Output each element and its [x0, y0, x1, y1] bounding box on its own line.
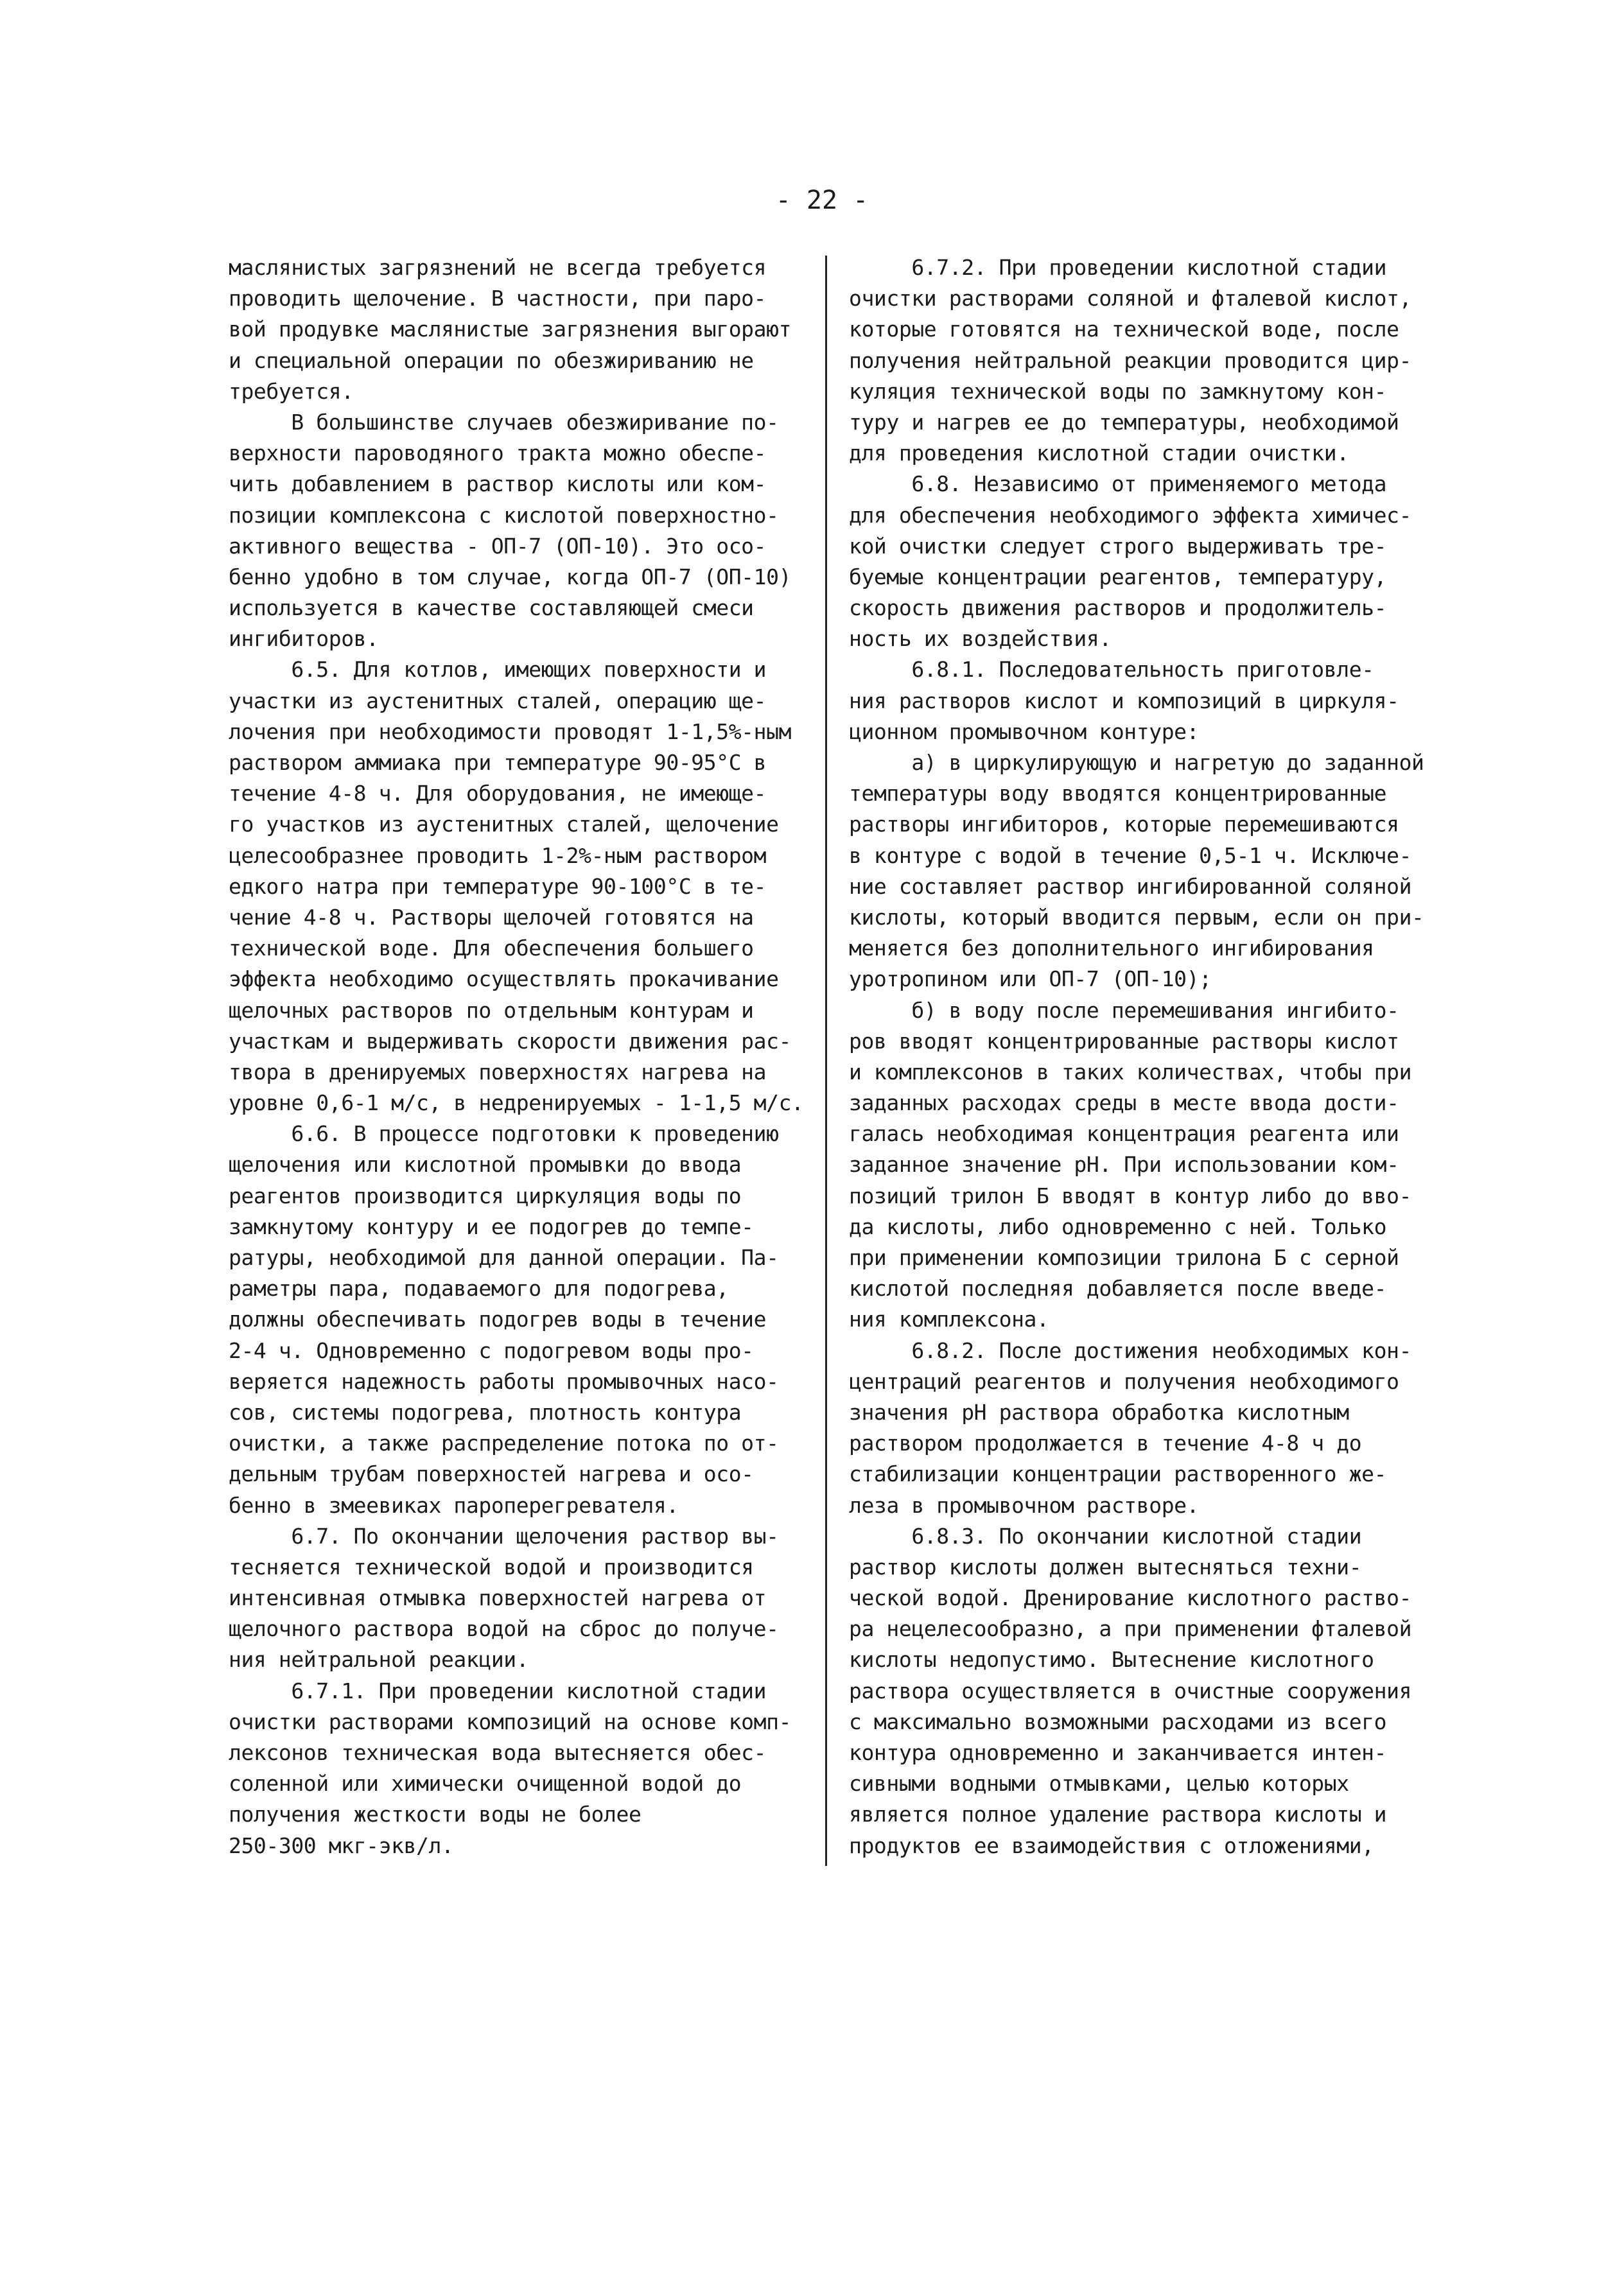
text-line: 6.8. Независимо от применяемого метода — [849, 471, 1387, 497]
text-line: замкнутому контуру и ее подогрев до темпе- — [229, 1214, 754, 1239]
text-line: да кислоты, либо одновременно с ней. Только — [849, 1214, 1387, 1239]
text-line: ческой водой. Дренирование кислотного раство- — [849, 1585, 1412, 1611]
text-line: центраций реагентов и получения необходимого — [849, 1368, 1399, 1394]
text-line: ния растворов кислот и композиций в циркуля- — [849, 688, 1399, 713]
text-line: уровне 0,6-1 м/с, в недренируемых - 1-1,5 м/с. — [229, 1090, 804, 1116]
text-line: щелочных растворов по отдельным контурам и — [229, 997, 754, 1023]
text-line: маслянистых загрязнений не всегда требуется — [229, 255, 767, 280]
text-line: для проведения кислотной стадии очистки. — [849, 440, 1349, 466]
text-line: технической воде. Для обеспечения большего — [229, 936, 754, 961]
text-line: заданное значение рН. При использовании ком- — [849, 1152, 1399, 1178]
text-line: участки из аустенитных сталей, операцию ще- — [229, 688, 767, 713]
text-line: б) в воду после перемешивания ингибито- — [849, 997, 1399, 1023]
text-line: раствором продолжается в течение 4-8 ч до — [849, 1431, 1362, 1456]
text-line: 6.7. По окончании щелочения раствор вы- — [229, 1523, 779, 1549]
text-line: щелочения или кислотной промывки до ввода — [229, 1152, 742, 1178]
column-divider — [825, 256, 827, 1866]
text-line: эффекта необходимо осуществлять прокачивание — [229, 966, 779, 992]
text-line: кислотой последняя добавляется после введе- — [849, 1276, 1387, 1302]
text-line: ния нейтральной реакции. — [229, 1647, 529, 1673]
text-line: бенно в змеевиках пароперегревателя. — [229, 1492, 679, 1518]
text-line: и комплексонов в таких количествах, чтобы при — [849, 1059, 1412, 1084]
text-line: и специальной операции по обезжириванию не — [229, 347, 754, 373]
page-number: - 22 - — [775, 186, 869, 215]
text-line: сивными водными отмывками, целью которых — [849, 1771, 1349, 1797]
text-line: получения нейтральной реакции проводится цир- — [849, 347, 1412, 373]
text-line: реагентов производится циркуляция воды по — [229, 1183, 742, 1208]
text-line: активного вещества - ОП-7 (ОП-10). Это осо- — [229, 533, 767, 559]
text-line: дельным трубам поверхностей нагрева и осо- — [229, 1461, 754, 1487]
text-line: которые готовятся на технической воде, после — [849, 317, 1399, 342]
text-line: ра нецелесообразно, а при применении фталевой — [849, 1616, 1412, 1642]
text-line: должны обеспечивать подогрев воды в течение — [229, 1307, 767, 1332]
text-line: вой продувке маслянистые загрязнения выгорают — [229, 317, 792, 342]
text-line: ингибиторов. — [229, 626, 379, 652]
text-line: В большинстве случаев обезжиривание по- — [229, 409, 779, 435]
text-line: при применении композиции трилона Б с серной — [849, 1245, 1399, 1270]
text-line: используется в качестве составляющей смеси — [229, 595, 754, 621]
text-line: течение 4-8 ч. Для оборудования, не имеюще- — [229, 781, 767, 806]
text-line: лочения при необходимости проводят 1-1,5%-ным — [229, 718, 792, 744]
text-line: 250-300 мкг-экв/л. — [229, 1833, 454, 1858]
text-line: продуктов ее взаимодействия с отложениями, — [849, 1833, 1374, 1858]
text-line: раствором аммиака при температуре 90-95°С в — [229, 750, 767, 775]
text-line: 2-4 ч. Одновременно с подогревом воды про- — [229, 1337, 754, 1363]
text-line: позиций трилон Б вводят в контур либо до вво- — [849, 1183, 1412, 1208]
text-line: буемые концентрации реагентов, температуру, — [849, 564, 1387, 589]
text-line: 6.6. В процессе подготовки к проведению — [229, 1121, 779, 1147]
text-line: кой очистки следует строго выдерживать тре- — [849, 533, 1387, 559]
text-line: раствора осуществляется в очистные сооружения — [849, 1678, 1412, 1703]
text-line: контура одновременно и заканчивается интен- — [849, 1740, 1387, 1765]
text-line: 6.8.2. После достижения необходимых кон- — [849, 1337, 1412, 1363]
text-line: с максимально возможными расходами из всего — [849, 1709, 1387, 1734]
text-line: значения рН раствора обработка кислотным — [849, 1399, 1349, 1425]
text-line: тесняется технической водой и производится — [229, 1554, 754, 1580]
text-line: туру и нагрев ее до температуры, необходимой — [849, 409, 1399, 435]
text-line: соленной или химически очищенной водой до — [229, 1771, 742, 1797]
text-line: интенсивная отмывка поверхностей нагрева от — [229, 1585, 767, 1611]
text-line: является полное удаление раствора кислоты и — [849, 1802, 1387, 1827]
text-line: твора в дренируемых поверхностях нагрева на — [229, 1059, 767, 1084]
text-line: проводить щелочение. В частности, при паро- — [229, 286, 767, 311]
text-line: ционном промывочном контуре: — [849, 718, 1200, 744]
text-line: для обеспечения необходимого эффекта химичес- — [849, 502, 1412, 528]
text-line: леза в промывочном растворе. — [849, 1492, 1200, 1518]
text-line: скорость движения растворов и продолжитель- — [849, 595, 1387, 621]
text-line: участкам и выдерживать скорости движения рас- — [229, 1028, 792, 1054]
text-line: бенно удобно в том случае, когда ОП-7 (ОП-10) — [229, 564, 792, 589]
text-line: меняется без дополнительного ингибирования — [849, 936, 1374, 961]
text-line: а) в циркулирующую и нагретую до заданной — [849, 750, 1424, 775]
text-line: температуры воду вводятся концентрированные — [849, 781, 1387, 806]
text-line: чение 4-8 ч. Растворы щелочей готовятся на — [229, 904, 754, 930]
text-line: ров вводят концентрированные растворы кислот — [849, 1028, 1399, 1054]
text-line: ность их воздействия. — [849, 626, 1112, 652]
text-line: 6.5. Для котлов, имеющих поверхности и — [229, 657, 767, 683]
text-line: 6.8.1. Последовательность приготовле- — [849, 657, 1374, 683]
text-line: очистки, а также распределение потока по от- — [229, 1431, 779, 1456]
text-line: уротропином или ОП-7 (ОП-10); — [849, 966, 1212, 992]
text-line: позиции комплексона с кислотой поверхностно- — [229, 502, 779, 528]
text-line: го участков из аустенитных сталей, щелочение — [229, 812, 779, 837]
left-text-column — [229, 252, 815, 1861]
text-line: 6.7.1. При проведении кислотной стадии — [229, 1678, 767, 1703]
text-line: раствор кислоты должен вытесняться техни- — [849, 1554, 1362, 1580]
text-line: ние составляет раствор ингибированной соляной — [849, 873, 1412, 899]
text-line: ния комплексона. — [849, 1307, 1049, 1332]
text-line: в контуре с водой в течение 0,5-1 ч. Исключе- — [849, 842, 1412, 868]
text-line: кислоты, который вводится первым, если он при- — [849, 904, 1424, 930]
text-line: верхности пароводяного тракта можно обеспе- — [229, 440, 767, 466]
text-line: раметры пара, подаваемого для подогрева, — [229, 1276, 729, 1302]
right-text-column — [849, 252, 1436, 1861]
text-line: ратуры, необходимой для данной операции. Па- — [229, 1245, 779, 1270]
text-line: лексонов техническая вода вытесняется обес- — [229, 1740, 767, 1765]
text-line: очистки растворами композиций на основе комп- — [229, 1709, 792, 1734]
text-line: веряется надежность работы промывочных насо- — [229, 1368, 779, 1394]
text-line: чить добавлением в раствор кислоты или ком- — [229, 471, 767, 497]
text-line: заданных расходах среды в месте ввода дости- — [849, 1090, 1399, 1116]
text-line: кислоты недопустимо. Вытеснение кислотного — [849, 1647, 1374, 1673]
text-line: требуется. — [229, 378, 354, 404]
text-line: очистки растворами соляной и фталевой кислот, — [849, 286, 1412, 311]
text-line: галась необходимая концентрация реагента или — [849, 1121, 1399, 1147]
text-line: едкого натра при температуре 90-100°С в те- — [229, 873, 767, 899]
text-line: щелочного раствора водой на сброс до получе- — [229, 1616, 779, 1642]
text-line: 6.8.3. По окончании кислотной стадии — [849, 1523, 1362, 1549]
text-line: стабилизации концентрации растворенного же- — [849, 1461, 1387, 1487]
text-line: 6.7.2. При проведении кислотной стадии — [849, 255, 1387, 280]
text-line: получения жесткости воды не более — [229, 1802, 642, 1827]
text-line: сов, системы подогрева, плотность контура — [229, 1399, 742, 1425]
text-line: растворы ингибиторов, которые перемешиваются — [849, 812, 1399, 837]
text-line: куляция технической воды по замкнутому кон- — [849, 378, 1387, 404]
text-line: целесообразнее проводить 1-2%-ным раствором — [229, 842, 767, 868]
